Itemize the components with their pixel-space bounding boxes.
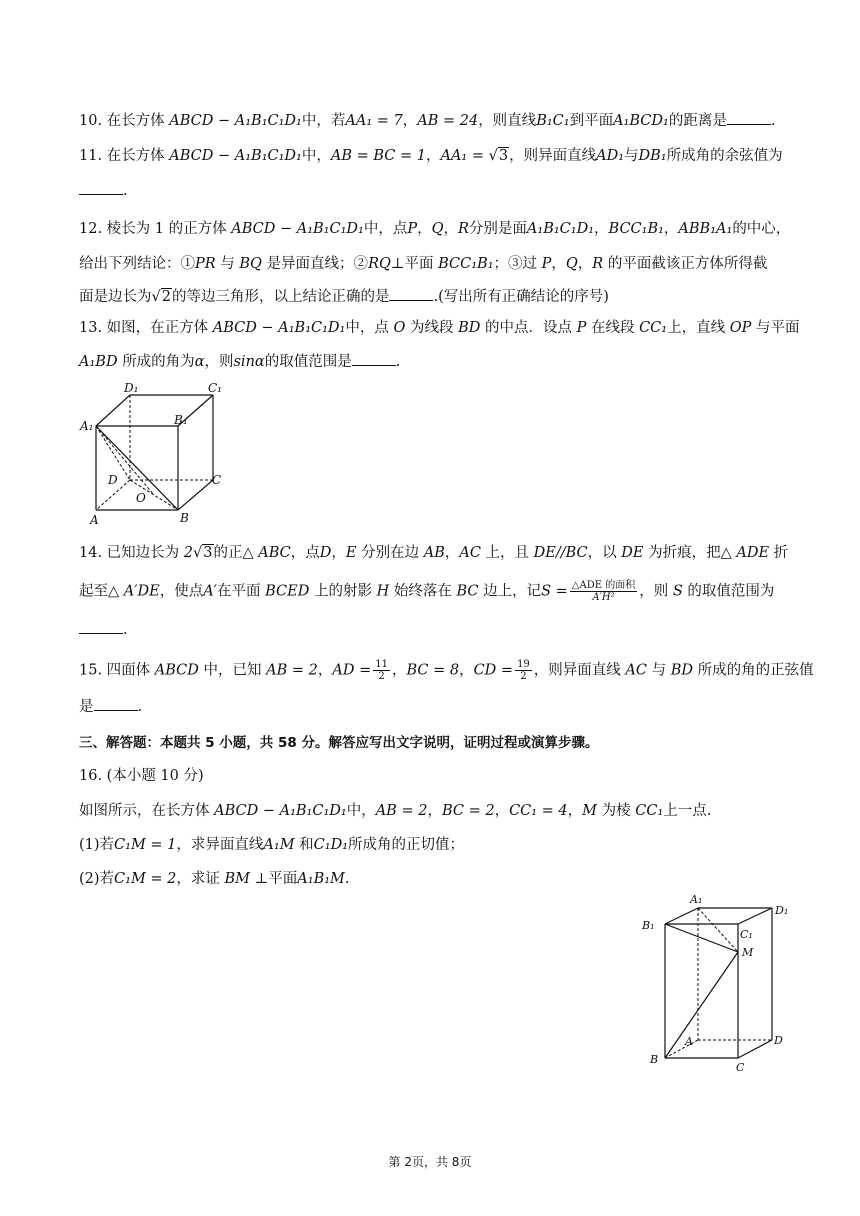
edge [96,395,130,426]
question-10: 10. 在长方体 ABCD − A₁B₁C₁D₁中，若AA₁ = 7，AB = 24，则直线B₁C₁到平面A₁BCD₁的距离是 . [79,113,776,129]
segment-a1d [96,426,130,480]
answer-blank [79,621,123,634]
question-14-line3: . [79,620,128,640]
question-13-line2: A₁BD 所成的角为α，则sinα的取值范围是 . [79,354,401,370]
fraction: $\frac{19}{2}$ [517,659,530,682]
label-c: C [736,1061,745,1073]
page-footer: 第 2页，共 8页 [388,1155,472,1169]
question-14: 14. 已知边长为 2√3的正△ ABC，点D，E 分别在边 AB，AC 上，且 DE//BC，以 DE 为折痕，把△ ADE 折 [79,545,789,561]
segment-a1m [698,908,738,952]
question-16-part1: (1)若C₁M = 1，求异面直线A₁M 和C₁D₁所成角的正切值； [79,837,465,853]
question-11-line2: . [79,181,128,201]
segment-bm [665,952,738,1058]
label-a: A [90,513,99,527]
question-12-line3: 面是边长为√2的等边三角形，以上结论正确的是 .(写出所有正确结论的序号) [79,289,609,305]
label-c: C [212,473,222,487]
label-d1: D₁ [124,381,139,395]
question-12-line2: 给出下列结论：①PR 与 BQ 是异面直线；②RQ⊥平面 BCC₁B₁；③过 P，Q，R 的平面截该正方体所得截 [79,256,768,272]
question-15: 15. 四面体 ABCD 中，已知 AB = 2，AD = $\frac{11}{2}$ ，BC = 8，CD = $\frac{19}{2}$ ，则异面直线 AC 与 BD 所成的角的正弦值 [79,659,814,682]
answer-blank [79,182,123,195]
answer-blank [727,112,771,125]
label-a1: A₁ [690,893,703,906]
edge [178,480,213,510]
edge [665,908,698,924]
question-11: 11. 在长方体 ABCD − A₁B₁C₁D₁中，AB = BC = 1，AA₁ = √3，则异面直线AD₁与DB₁所成角的余弦值为 [79,148,783,164]
label-a1: A₁ [80,419,94,433]
fraction: $\frac{11}{2}$ [375,659,388,682]
hidden-edge [665,1040,698,1058]
label-b: B [180,511,189,525]
fraction: $\frac{\text{△ADE 的面积}}{\text{A′H²}}$ [571,580,636,603]
edge [738,1040,772,1058]
answer-blank [389,288,433,301]
label-c1: C₁ [740,928,753,941]
label-d: D [774,1034,783,1047]
cube-figure [78,380,228,530]
label-d1: D₁ [775,904,789,917]
answer-blank [352,353,396,366]
label-c1: C₁ [208,381,222,395]
label-m: M [742,946,754,959]
edge [738,908,772,924]
segment-b1m [665,924,738,952]
question-12: 12. 棱长为 1 的正方体 ABCD − A₁B₁C₁D₁中，点P，Q，R分别是面A₁B₁C₁D₁，BCC₁B₁，ABB₁A₁的中心， [79,221,791,237]
label-b: B [650,1053,659,1066]
label-a: A [685,1035,693,1048]
question-16: 如图所示，在长方体 ABCD − A₁B₁C₁D₁中，AB = 2，BC = 2，CC₁ = 4，M 为棱 CC₁上一点. [79,803,712,819]
label-d: D [108,473,118,487]
label-b1: B₁ [174,413,188,427]
question-15-line2: 是 . [79,699,143,715]
question-14-line2: 起至△ A′DE，使点A′在平面 BCED 上的射影 H 始终落在 BC 边上，记S = $\frac{\text{△ADE 的面积}}{\text{A′H²}}$ ，则 S 的取值范围为 [79,580,775,603]
answer-blank [94,698,138,711]
label-o: O [136,491,146,505]
question-16-part2: (2)若C₁M = 2，求证 BM ⊥平面A₁B₁M. [79,871,350,887]
box-figure [640,888,800,1073]
section-heading: 三、解答题：本题共 5 小题，共 58 分。解答应写出文字说明，证明过程或演算步骤。 [79,735,599,751]
question-13: 13. 如图，在正方体 ABCD − A₁B₁C₁D₁中，点 O 为线段 BD 的中点．设点 P 在线段 CC₁上，直线 OP 与平面 [79,320,800,336]
question-16-head: 16. (本小题 10 分) [79,768,204,784]
label-b1: B₁ [642,919,655,932]
